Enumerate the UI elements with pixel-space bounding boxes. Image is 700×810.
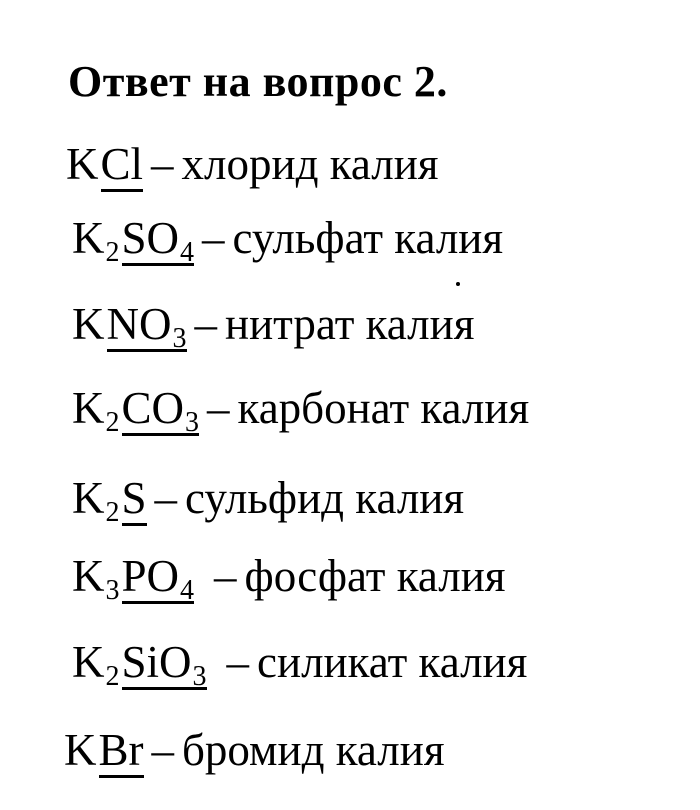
anion-formula bbox=[121, 637, 207, 692]
compound-row-kcl bbox=[66, 139, 439, 192]
anion-subscript: 3 bbox=[185, 407, 200, 438]
anion-formula bbox=[121, 551, 195, 606]
dash: – bbox=[214, 551, 237, 601]
cation-symbol: K bbox=[72, 213, 105, 263]
compound-name: карбонат калия bbox=[237, 383, 530, 433]
cation-symbol: K bbox=[72, 637, 105, 687]
cation-subscript: 3 bbox=[105, 575, 120, 606]
cation-symbol: K bbox=[72, 299, 105, 349]
anion-symbol: PO bbox=[121, 551, 180, 601]
compound-name: фосфат калия bbox=[244, 551, 506, 601]
page-title: Ответ на вопрос 2. bbox=[68, 57, 448, 106]
cation-symbol: K bbox=[72, 551, 105, 601]
anion-subscript: 4 bbox=[180, 575, 195, 606]
cation-subscript: 2 bbox=[105, 497, 120, 528]
cation-subscript: 2 bbox=[105, 407, 120, 438]
anion-symbol: SiO bbox=[121, 637, 192, 687]
anion-subscript: 3 bbox=[172, 323, 187, 354]
dash: – bbox=[202, 213, 225, 263]
dash: – bbox=[151, 725, 174, 775]
anion-subscript: 4 bbox=[180, 237, 195, 268]
dash: – bbox=[207, 383, 230, 433]
cation-symbol: K bbox=[72, 473, 105, 523]
compound-name: хлорид калия bbox=[181, 139, 439, 189]
cation-subscript: 2 bbox=[105, 661, 120, 692]
anion-symbol: SO bbox=[121, 213, 180, 263]
compound-row-k3po4 bbox=[72, 551, 506, 606]
cation-symbol: K bbox=[66, 139, 99, 189]
anion-formula bbox=[121, 383, 200, 438]
cation-symbol: K bbox=[72, 383, 105, 433]
dash: – bbox=[151, 139, 174, 189]
compound-row-kno3 bbox=[72, 299, 475, 354]
dash: – bbox=[194, 299, 217, 349]
anion-formula bbox=[121, 473, 147, 526]
compound-row-kbr bbox=[64, 725, 445, 778]
anion-formula bbox=[106, 299, 187, 354]
compound-name: сульфид калия bbox=[185, 473, 465, 523]
anion-symbol: S bbox=[121, 473, 147, 523]
anion-symbol: CO bbox=[121, 383, 185, 433]
compound-row-k2sio3 bbox=[72, 637, 528, 692]
dash: – bbox=[154, 473, 178, 523]
anion-symbol: Br bbox=[98, 725, 144, 775]
compound-name: нитрат калия bbox=[225, 299, 475, 349]
scan-speck bbox=[456, 282, 460, 286]
cation-subscript: 2 bbox=[105, 237, 120, 268]
compound-name: силикат калия bbox=[257, 637, 528, 687]
compound-name: бромид калия bbox=[182, 725, 445, 775]
anion-formula bbox=[98, 725, 144, 778]
anion-symbol: Cl bbox=[100, 139, 144, 189]
dash: – bbox=[226, 637, 250, 687]
compound-row-k2s bbox=[72, 473, 465, 528]
anion-formula bbox=[121, 213, 195, 268]
compound-name: сульфат калия bbox=[232, 213, 504, 263]
compound-row-k2so4 bbox=[72, 213, 504, 268]
compound-row-k2co3 bbox=[72, 383, 530, 438]
anion-subscript: 3 bbox=[192, 661, 207, 692]
anion-formula bbox=[100, 139, 144, 192]
anion-symbol: NO bbox=[106, 299, 172, 349]
cation-symbol: K bbox=[64, 725, 97, 775]
